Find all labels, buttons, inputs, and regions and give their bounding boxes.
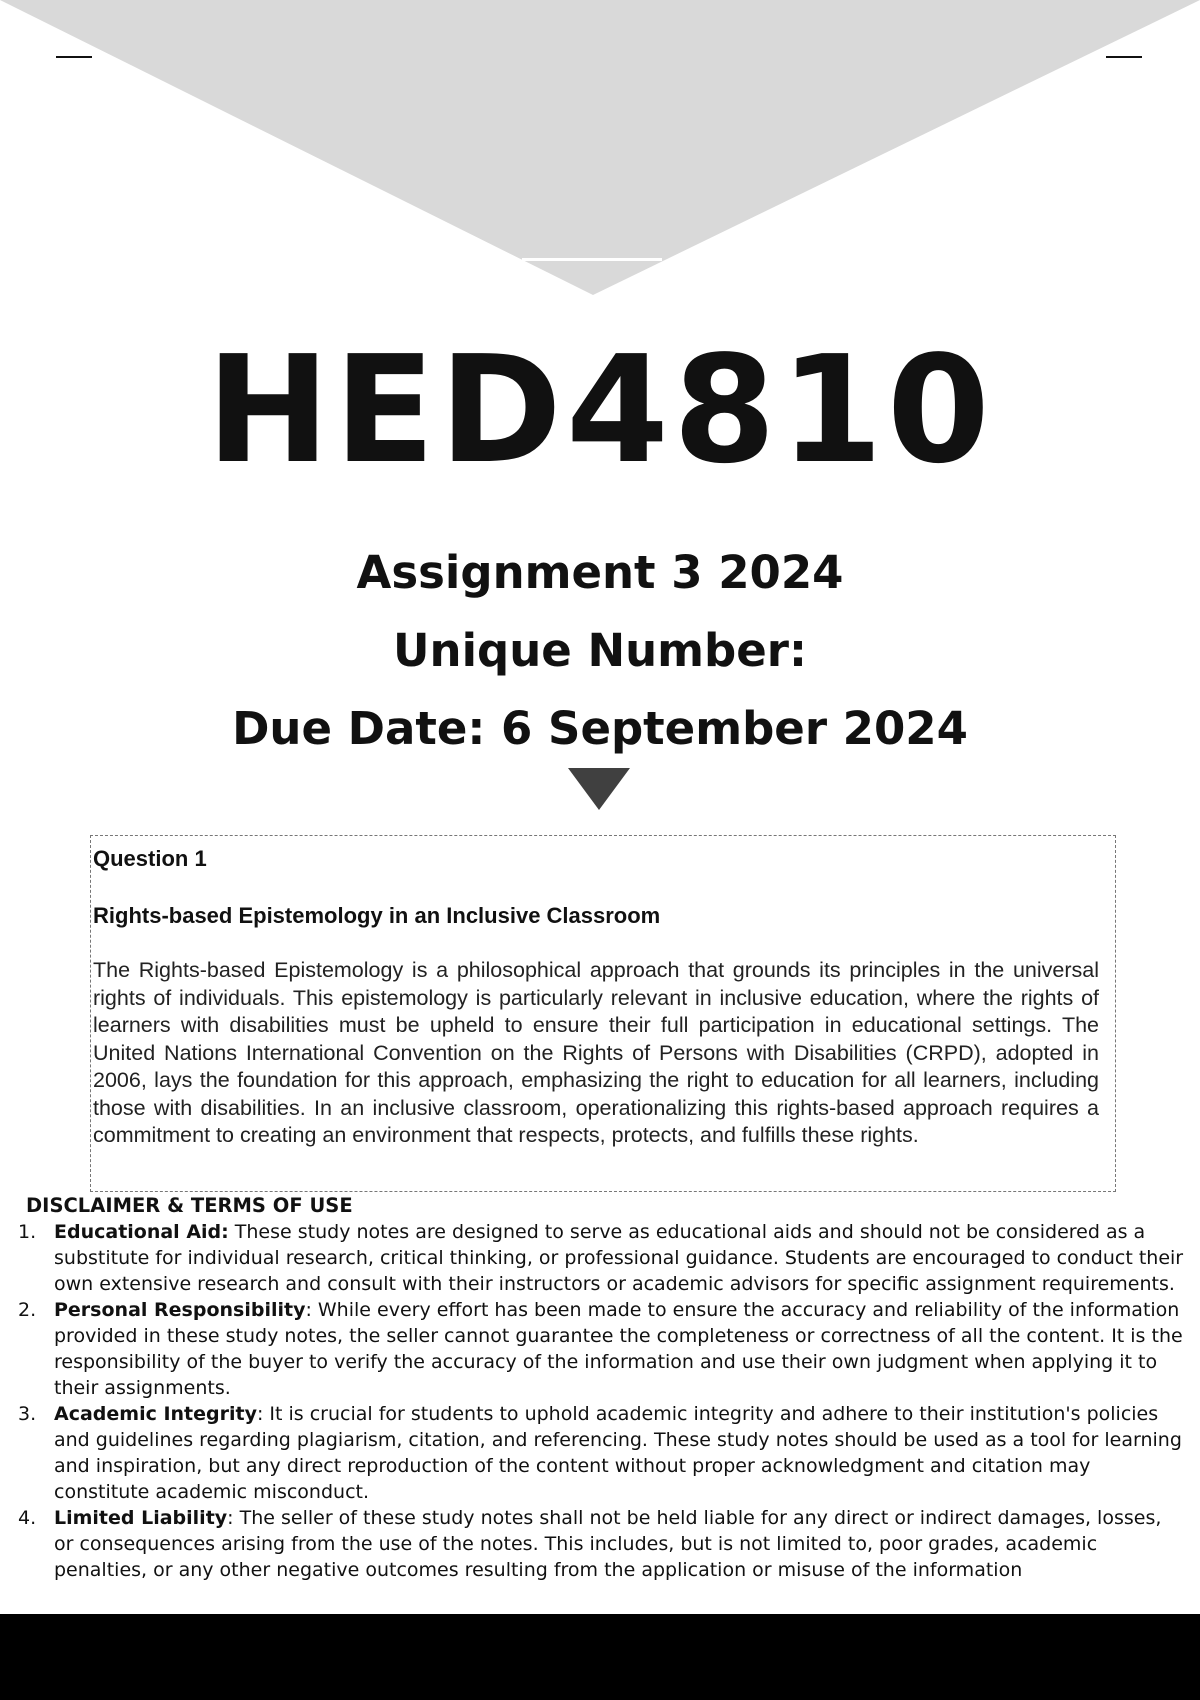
- due-date: Due Date: 6 September 2024: [232, 702, 968, 755]
- unique-number: Unique Number:: [393, 624, 807, 677]
- item-text: : While every effort has been made to ensure the accuracy and reliability of the information provided in these study notes, the seller cannot guarantee the completeness or correctness of all the content. It is the responsibility of the buyer to verify the accuracy of the information and use their own judgment when applying it to their assignments.: [54, 1299, 1183, 1399]
- assignment-title: Assignment 3 2024: [356, 546, 844, 599]
- chevron-shape: [0, 0, 1200, 295]
- item-number: 3.: [18, 1403, 37, 1425]
- item-text: : The seller of these study notes shall not be held liable for any direct or indirect damages, losses, or consequences arising from the use of the notes. This includes, but is not limited to, poor grades, academic penalties, or any other negative outcomes resulting from the application or misuse of the information: [54, 1507, 1162, 1581]
- item-text: : It is crucial for students to uphold academic integrity and adhere to their institution's policies and guidelines regarding plagiarism, citation, and referencing. These study notes should be used as a tool for learning and inspiration, but any direct reproduction of the content without proper acknowledgment and citation may constitute academic misconduct.: [54, 1403, 1182, 1503]
- preview-fade: [91, 1165, 1115, 1191]
- corner-rule-right: [1106, 56, 1142, 58]
- item-term: Educational Aid:: [54, 1221, 229, 1243]
- disclaimer-item: [0, 1297, 1200, 1401]
- item-term: Personal Responsibility: [54, 1299, 306, 1321]
- disclaimer-item: [0, 1219, 1200, 1297]
- disclaimer-section: [0, 1193, 1200, 1583]
- disclaimer-title: DISCLAIMER & TERMS OF USE: [26, 1194, 353, 1217]
- disclaimer-item: [0, 1401, 1200, 1505]
- footer-bar: [0, 1614, 1200, 1700]
- corner-rule-left: [56, 56, 92, 58]
- item-number: 1.: [18, 1221, 37, 1243]
- item-term: Academic Integrity: [54, 1403, 257, 1425]
- question-preview-box: [90, 835, 1116, 1192]
- disclaimer-list: [0, 1219, 1200, 1583]
- header-chevron-banner: [0, 0, 1200, 300]
- item-term: Limited Liability: [54, 1507, 228, 1529]
- question-body: The Rights-based Epistemology is a philosophical approach that grounds its principles in the universal rights of individuals. This epistemology is particularly relevant in inclusive education, where the rights of learners with disabilities must be upheld to ensure their full participation in educational settings. The United Nations International Convention on the Rights of Persons with Disabilities (CRPD), adopted in 2006, lays the foundation for this approach, emphasizing the right to education for all learners, including those with disabilities. In an inclusive classroom, operationalizing this rights-based approach requires a commitment to creating an environment that respects, protects, and fulfills these rights.: [93, 958, 1099, 1147]
- item-text: These study notes are designed to serve as educational aids and should not be considered as a substitute for individual research, critical thinking, or professional guidance. Students are encouraged to conduct their own extensive research and consult with their instructors or academic advisors for specific assignment requirements.: [54, 1221, 1184, 1295]
- down-arrow-icon: [568, 768, 630, 812]
- chevron-notch: [522, 258, 662, 261]
- question-title: Question 1: [93, 846, 207, 871]
- item-number: 2.: [18, 1299, 37, 1321]
- item-number: 4.: [18, 1507, 37, 1529]
- course-code: HED4810: [206, 324, 994, 496]
- question-heading: Rights-based Epistemology in an Inclusive Classroom: [93, 903, 661, 928]
- disclaimer-item: [0, 1505, 1200, 1583]
